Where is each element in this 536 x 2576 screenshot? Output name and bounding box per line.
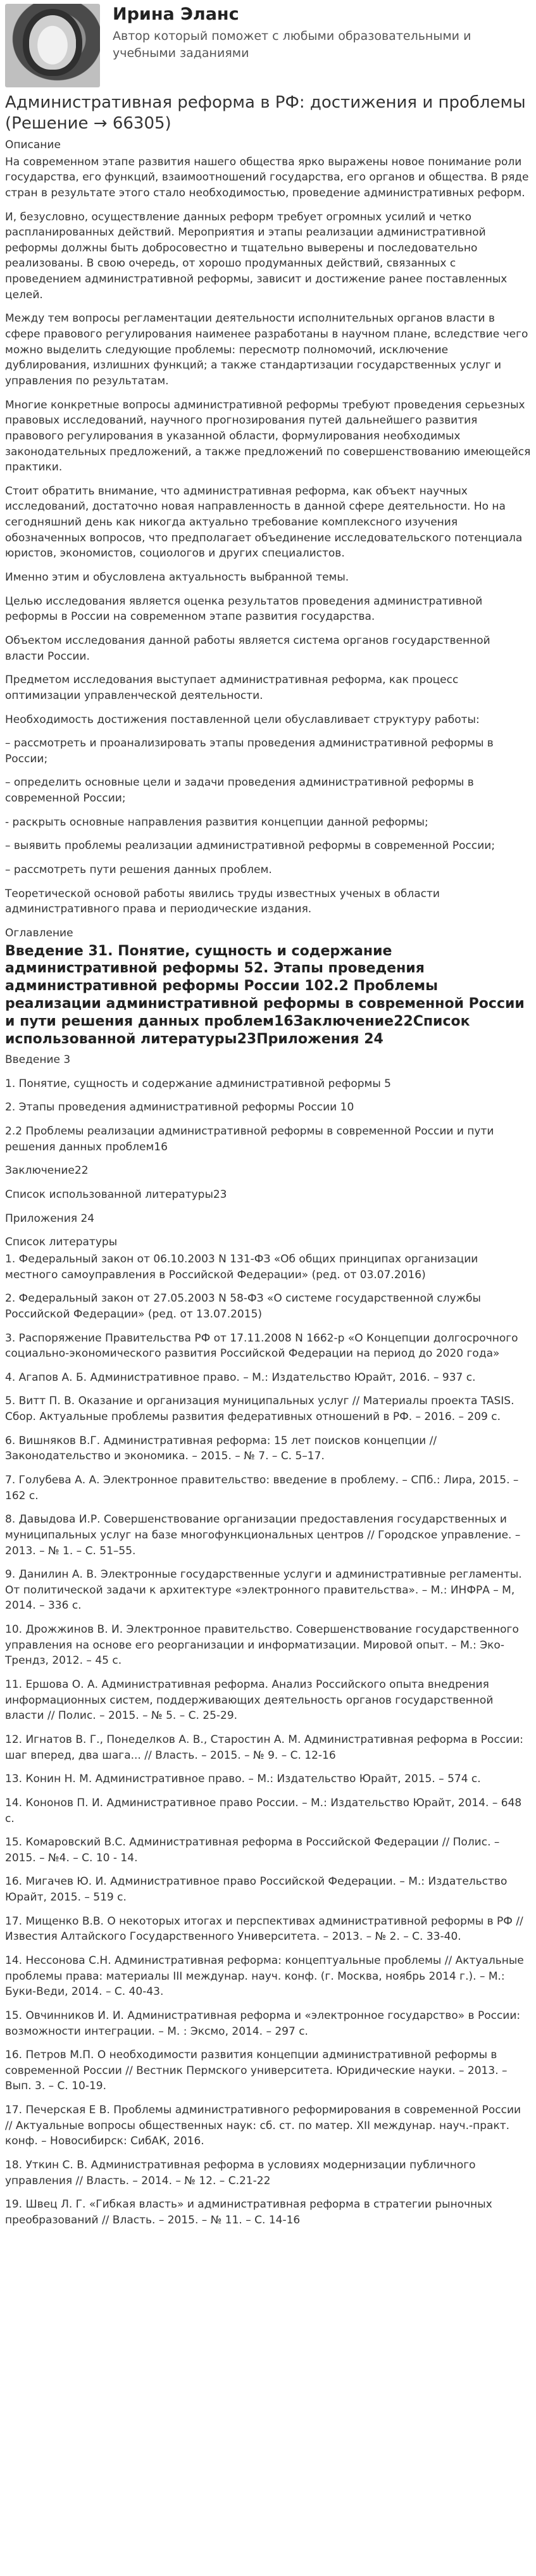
author-avatar[interactable]: [5, 4, 100, 87]
toc-item: 2. Этапы проведения административной реформы России 10: [5, 1101, 354, 1114]
description-paragraph: Предметом исследования выступает административная реформа, как процесс оптимизации управленческой деятельности.: [5, 674, 459, 702]
reference-item: 1. Федеральный закон от 06.10.2003 N 131-ФЗ «Об общих принципах организации местного самоуправления в Российской Федерации» (ред. от 03.07.2016): [5, 1252, 478, 1281]
reference-item: 14. Кононов П. И. Административное право России. – М.: Издательство Юрайт, 2014. – 648 с.: [5, 1796, 522, 1825]
description-paragraph: Теоретической основой работы явились труды известных ученых в области административного права и периодические издания.: [5, 887, 440, 916]
reference-item: 8. Давыдова И.Р. Совершенствование организации предоставления государственных и муниципальных услуг на базе многофункциональных центров // Городское управление. – 2013. – № 1. – С. 51–55.: [5, 1513, 521, 1557]
reference-item: 7. Голубева А. А. Электронное правительство: введение в проблему. – СПб.: Лира, 2015. – 162 с.: [5, 1473, 519, 1502]
toc-summary: Введение 31. Понятие, сущность и содержание административной реформы 52. Этапы проведения административной реформы России 102.2 Проблемы реализации административной реформы в современной России и пути решения данных проблем16Заключение22Список использованной литературы23Приложения 24: [5, 943, 525, 1048]
references-label: Список литературы: [5, 1236, 118, 1249]
toc-item: Введение 3: [5, 1053, 71, 1067]
description-paragraph: Между тем вопросы регламентации деятельности исполнительных органов власти в сфере правового регулирования наименее разработаны в научном плане, вследствие чего можно выделить следующие проблемы: пересмотр полномочий, исключение дублирования, излишних функций; а также стандартизации государственных услуг и управления по результатам.: [5, 312, 528, 387]
reference-item: 4. Агапов А. Б. Административное право. – М.: Издательство Юрайт, 2016. – 937 с.: [5, 1371, 476, 1384]
author-description: Автор который поможет с любыми образовательными и учебными заданиями: [113, 28, 471, 61]
reference-item: 6. Вишняков В.Г. Административная реформа: 15 лет поисков концепции // Законодательство и экономика. – 2015. – № 7. – С. 5–17.: [5, 1434, 437, 1463]
reference-item: 3. Распоряжение Правительства РФ от 17.11.2008 N 1662-р «О Концепции долгосрочного социально-экономического развития Российской Федерации на период до 2020 года»: [5, 1331, 518, 1360]
description-paragraph: – выявить проблемы реализации административной реформы в современной России;: [5, 839, 495, 853]
description-paragraph: Именно этим и обусловлена актуальность выбранной темы.: [5, 571, 349, 584]
description-label: Описание: [5, 139, 61, 151]
author-name[interactable]: Ирина Эланс: [113, 4, 239, 24]
reference-item: 17. Печерская Е В. Проблемы административного реформирования в современной России // Актуальные вопросы общественных наук: сб. ст. по матер. XII междунар. науч.-практ. конф. – Новосибирск: СибАК, 2016.: [5, 2104, 521, 2148]
author-card: [5, 0, 531, 87]
description-body: [5, 154, 531, 917]
reference-item: 12. Игнатов В. Г., Понеделков А. В., Старостин А. М. Административная реформа в России: шаг вперед, два шага... // Власть. – 2015. – № 9. – С. 12-16: [5, 1733, 523, 1762]
reference-item: 2. Федеральный закон от 27.05.2003 N 58-ФЗ «О системе государственной службы Российской Федерации» (ред. от 13.07.2015): [5, 1292, 481, 1321]
reference-item: 14. Нессонова С.Н. Административная реформа: концептуальные проблемы // Актуальные проблемы права: материалы III междунар. науч. конф. (г. Москва, ноябрь 2014 г.). – М.: Буки-Веди, 2014. – С. 40-43.: [5, 1954, 524, 1999]
toc-label: Оглавление: [5, 926, 73, 939]
toc-item: 1. Понятие, сущность и содержание административной реформы 5: [5, 1077, 391, 1090]
reference-item: 17. Мищенко В.В. О некоторых итогах и перспективах административной реформы в РФ // Известия Алтайского Государственного Университета. – 2013. – № 2. – С. 33-40.: [5, 1914, 523, 1944]
reference-item: 15. Овчинников И. И. Административная реформа и «электронное государство» в России: возможности интеграции. – М. : Эксмо, 2014. – 297 с.: [5, 2009, 521, 2038]
reference-item: 11. Ершова О. А. Административная реформа. Анализ Российского опыта внедрения информационных систем, поддерживающих деятельность органов государственной власти // Полис. – 2015. – № 5. – С. 25-29.: [5, 1678, 494, 1723]
description-paragraph: – рассмотреть и проанализировать этапы проведения административной реформы в России;: [5, 737, 494, 765]
toc-item: Приложения 24: [5, 1212, 95, 1225]
reference-item: 13. Конин Н. М. Административное право. – М.: Издательство Юрайт, 2015. – 574 с.: [5, 1773, 481, 1786]
reference-item: 9. Данилин А. В. Электронные государственные услуги и административные регламенты. От политической задачи к архитектуре «электронного правительства». – М.: ИНФРА – М, 2014. – 336 с.: [5, 1568, 522, 1612]
reference-item: 19. Швец Л. Г. «Гибкая власть» и административная реформа в стратегии рыночных преобразований // Власть. – 2015. – № 11. – С. 14-16: [5, 2198, 492, 2227]
toc-item: Заключение22: [5, 1164, 89, 1178]
toc-item: 2.2 Проблемы реализации административной реформы в современной России и пути решения данных проблем16: [5, 1125, 494, 1153]
description-paragraph: Стоит обратить внимание, что административная реформа, как объект научных исследований, достаточно новая направленность в данной сфере деятельности. Но на сегодняшний день как никогда актуально требование комплексного изучения обозначенных вопросов, что предполагает объединение исследовательского потенциала юристов, экономистов, социологов и других специалистов.: [5, 484, 523, 560]
reference-item: 5. Витт П. В. Оказание и организация муниципальных услуг // Материалы проекта TASIS. Сбор. Актуальные проблемы развития федеративных отношений в РФ. – 2016. – 209 с.: [5, 1395, 514, 1424]
reference-item: 18. Уткин С. В. Административная реформа в условиях модернизации публичного управления // Власть. – 2014. – № 12. – С.21-22: [5, 2159, 476, 2187]
description-paragraph: На современном этапе развития нашего общества ярко выражены новое понимание роли государства, его функций, взаимоотношений государства, его органов и общества. В ряде стран в результате этого стало необходимостью, проведение административных реформ.: [5, 155, 529, 199]
description-paragraph: Объектом исследования данной работы является система органов государственной власти России.: [5, 634, 490, 663]
reference-item: 16. Мигачев Ю. И. Административное право Российской Федерации. – М.: Издательство Юрайт, 2015. – 519 с.: [5, 1875, 508, 1904]
author-info: [100, 4, 531, 63]
reference-item: 10. Дрожжинов В. И. Электронное правительство. Совершенствование государственного управления на основе его реорганизации и информатизации. Мировой опыт. – М.: Эко-Трендз, 2012. – 45 с.: [5, 1623, 519, 1668]
description-paragraph: - раскрыть основные направления развития концепции данной реформы;: [5, 815, 428, 829]
description-paragraph: Необходимость достижения поставленной цели обуславливает структуру работы:: [5, 713, 480, 726]
description-paragraph: И, безусловно, осуществление данных реформ требует огромных усилий и четко распланированных действий. Мероприятия и этапы реализации административной реформы должны быть добросовестно и тщательно выверены и последовательно реализованы. В свою очередь, от хорошо продуманных действий, связанных с проведением административной реформы, зависит и достижение ранее поставленных целей.: [5, 210, 508, 301]
description-paragraph: – рассмотреть пути решения данных проблем.: [5, 863, 272, 876]
reference-item: 15. Комаровский В.С. Административная реформа в Российской Федерации // Полис. – 2015. – №4. – С. 10 - 14.: [5, 1836, 500, 1864]
toc-list: [5, 1052, 531, 1226]
document-title: Административная реформа в РФ: достижения и проблемы (Решение → 66305): [5, 93, 526, 133]
reference-item: 16. Петров М.П. О необходимости развития концепции административной реформы в современной России // Вестник Пермского университета. Юридические науки. – 2013. – Вып. 3. – С. 10-19.: [5, 2049, 508, 2093]
toc-item: Список использованной литературы23: [5, 1188, 227, 1202]
description-paragraph: Целью исследования является оценка результатов проведения административной реформы в России на современном этапе развития государства.: [5, 594, 483, 624]
references-list: [5, 1252, 531, 2228]
description-paragraph: Многие конкретные вопросы административной реформы требуют проведения серьезных правовых исследований, научного прогнозирования путей дальнейшего развития правового регулирования в указанной области, формулирования необходимых законодательных предложений, а также предложений по совершенствованию имеющейся практики.: [5, 398, 531, 474]
description-paragraph: – определить основные цели и задачи проведения административной реформы в современной России;: [5, 776, 474, 805]
